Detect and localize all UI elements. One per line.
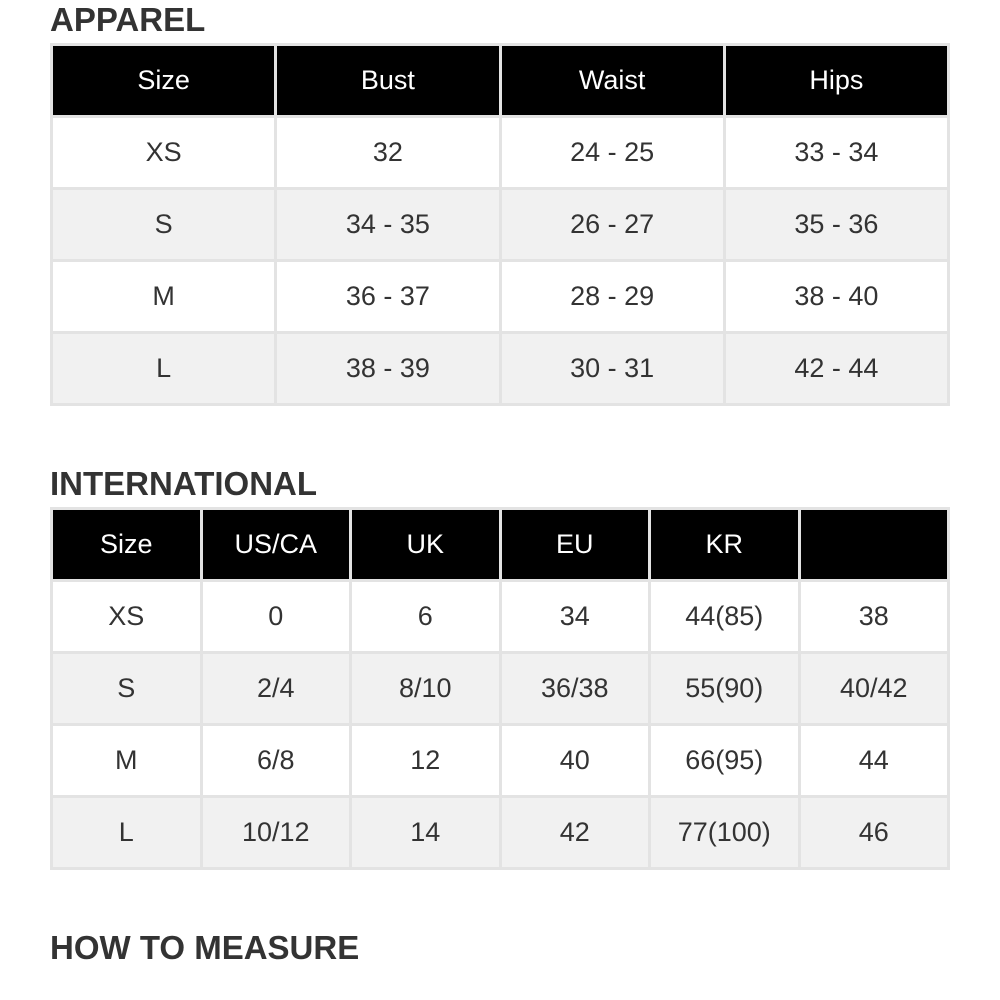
table-cell: M [53, 726, 200, 795]
table-cell: 38 - 40 [726, 262, 947, 331]
table-cell: 6/8 [203, 726, 350, 795]
table-cell: 66(95) [651, 726, 798, 795]
table-cell: 26 - 27 [502, 190, 723, 259]
international-row-m [53, 726, 947, 795]
table-cell: 12 [352, 726, 499, 795]
table-cell: 35 - 36 [726, 190, 947, 259]
apparel-row-l [53, 334, 947, 403]
table-cell: 42 - 44 [726, 334, 947, 403]
table-cell: S [53, 654, 200, 723]
international-header-eu: EU [502, 510, 649, 579]
table-cell: 10/12 [203, 798, 350, 867]
table-cell: 46 [801, 798, 948, 867]
table-cell: 8/10 [352, 654, 499, 723]
apparel-header-row [53, 46, 947, 115]
table-cell: 2/4 [203, 654, 350, 723]
international-row-l [53, 798, 947, 867]
table-cell: 77(100) [651, 798, 798, 867]
international-size-table [50, 507, 950, 870]
table-cell: 38 [801, 582, 948, 651]
table-cell: 34 [502, 582, 649, 651]
international-header-kr: KR [651, 510, 798, 579]
table-cell: 34 - 35 [277, 190, 498, 259]
table-cell: 36/38 [502, 654, 649, 723]
table-cell: 24 - 25 [502, 118, 723, 187]
apparel-header-hips: Hips [726, 46, 947, 115]
table-cell: 40 [502, 726, 649, 795]
apparel-row-m [53, 262, 947, 331]
apparel-header-size: Size [53, 46, 274, 115]
international-header-uk: UK [352, 510, 499, 579]
table-cell: 44(85) [651, 582, 798, 651]
table-cell: 30 - 31 [502, 334, 723, 403]
table-cell: 44 [801, 726, 948, 795]
table-cell: XS [53, 582, 200, 651]
table-cell: 38 - 39 [277, 334, 498, 403]
international-header-blank [801, 510, 948, 579]
apparel-size-table [50, 43, 950, 406]
international-row-xs [53, 582, 947, 651]
apparel-header-waist: Waist [502, 46, 723, 115]
international-header-row [53, 510, 947, 579]
table-cell: 42 [502, 798, 649, 867]
table-cell: M [53, 262, 274, 331]
apparel-header-bust: Bust [277, 46, 498, 115]
table-cell: S [53, 190, 274, 259]
apparel-row-xs [53, 118, 947, 187]
apparel-row-s [53, 190, 947, 259]
table-cell: 6 [352, 582, 499, 651]
international-row-s [53, 654, 947, 723]
table-cell: XS [53, 118, 274, 187]
table-cell: L [53, 334, 274, 403]
table-cell: 55(90) [651, 654, 798, 723]
table-cell: 14 [352, 798, 499, 867]
international-header-us-ca: US/CA [203, 510, 350, 579]
table-cell: L [53, 798, 200, 867]
table-cell: 0 [203, 582, 350, 651]
table-cell: 40/42 [801, 654, 948, 723]
table-cell: 33 - 34 [726, 118, 947, 187]
international-section-title: INTERNATIONAL [50, 465, 318, 502]
how-to-measure-section-title: HOW TO MEASURE [50, 929, 360, 966]
international-header-size: Size [53, 510, 200, 579]
apparel-section-title: APPAREL [50, 1, 206, 38]
table-cell: 36 - 37 [277, 262, 498, 331]
table-cell: 32 [277, 118, 498, 187]
table-cell: 28 - 29 [502, 262, 723, 331]
